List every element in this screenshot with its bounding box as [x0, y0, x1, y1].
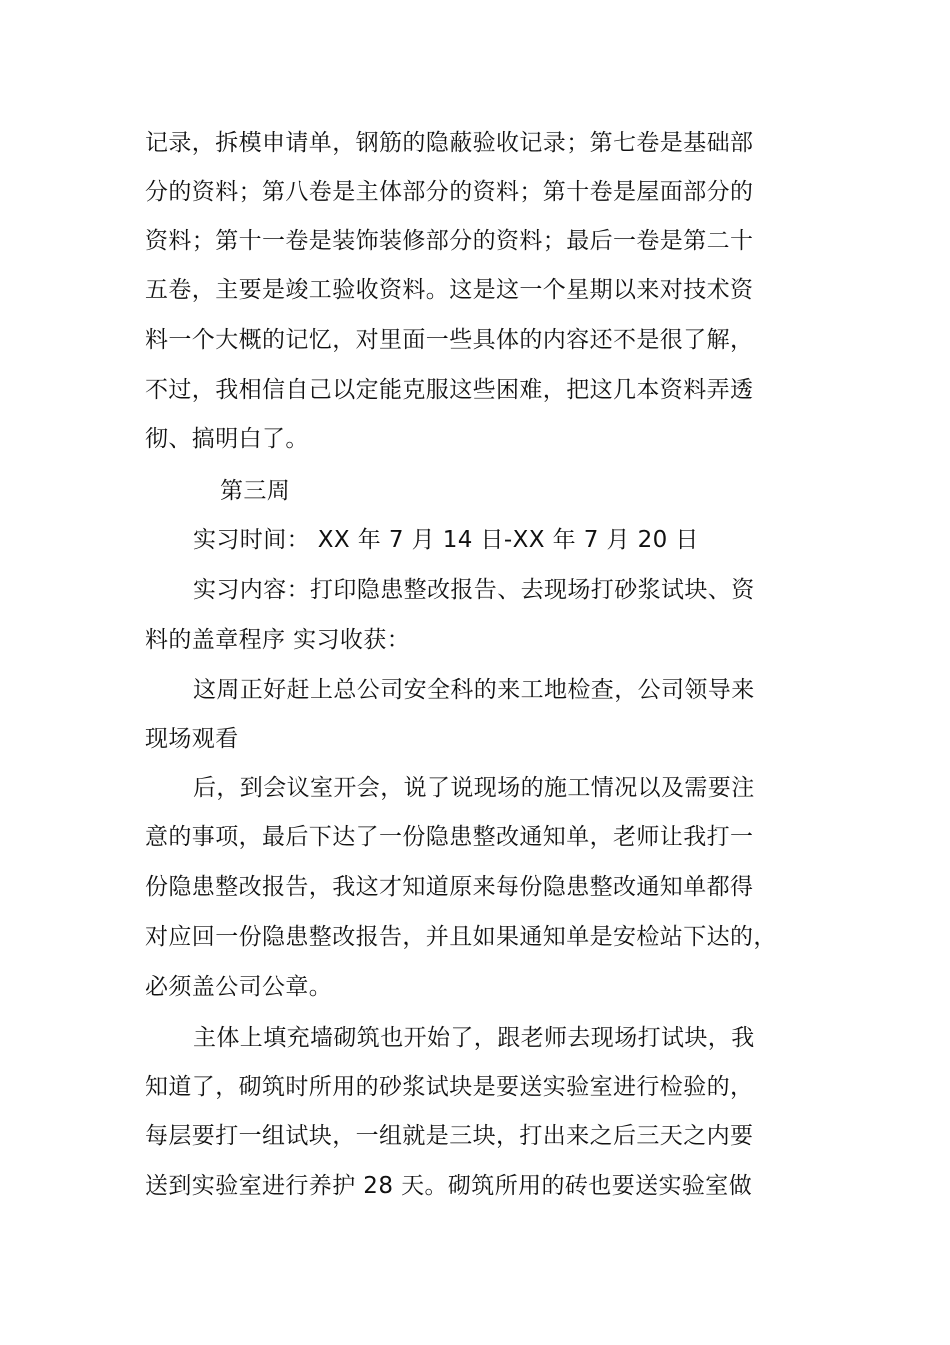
text-line: 份隐患整改报告，我这才知道原来每份隐患整改通知单都得	[145, 874, 754, 900]
text-line: 不过，我相信自己以定能克服这些困难，把这几本资料弄透	[145, 377, 754, 403]
text-line: 记录，拆模申请单，钢筋的隐蔽验收记录；第七卷是基础部	[145, 130, 754, 156]
text-line: 料一个大概的记忆，对里面一些具体的内容还不是很了解，	[145, 327, 754, 353]
paragraph-start: 主体上填充墙砌筑也开始了，跟老师去现场打试块，我	[193, 1025, 755, 1051]
section-heading: 第三周	[220, 478, 291, 504]
paragraph-start: 后，到会议室开会，说了说现场的施工情况以及需要注	[193, 775, 755, 801]
text-line: 必须盖公司公章。	[145, 974, 333, 1000]
text-line: 知道了，砌筑时所用的砂浆试块是要送实验室进行检验的，	[145, 1074, 754, 1100]
text-line: 五卷，主要是竣工验收资料。这是这一个星期以来对技术资	[145, 277, 754, 303]
text-line: 料的盖章程序 实习收获：	[145, 627, 411, 653]
internship-time: 实习时间： XX 年 7 月 14 日-XX 年 7 月 20 日	[193, 527, 699, 553]
text-line: 意的事项，最后下达了一份隐患整改通知单，老师让我打一	[145, 824, 754, 850]
text-line: 分的资料；第八卷是主体部分的资料；第十卷是屋面部分的	[145, 179, 754, 205]
text-line: 对应回一份隐患整改报告，并且如果通知单是安检站下达的，	[145, 924, 777, 950]
text-line: 彻、搞明白了。	[145, 426, 309, 452]
text-line: 现场观看	[145, 726, 239, 752]
text-line: 资料；第十一卷是装饰装修部分的资料；最后一卷是第二十	[145, 228, 754, 254]
text-line: 每层要打一组试块，一组就是三块，打出来之后三天之内要	[145, 1123, 754, 1149]
internship-content: 实习内容：打印隐患整改报告、去现场打砂浆试块、资	[193, 577, 755, 603]
text-line: 送到实验室进行养护 28 天。砌筑所用的砖也要送实验室做	[145, 1173, 753, 1199]
paragraph-start: 这周正好赶上总公司安全科的来工地检查，公司领导来	[193, 677, 755, 703]
